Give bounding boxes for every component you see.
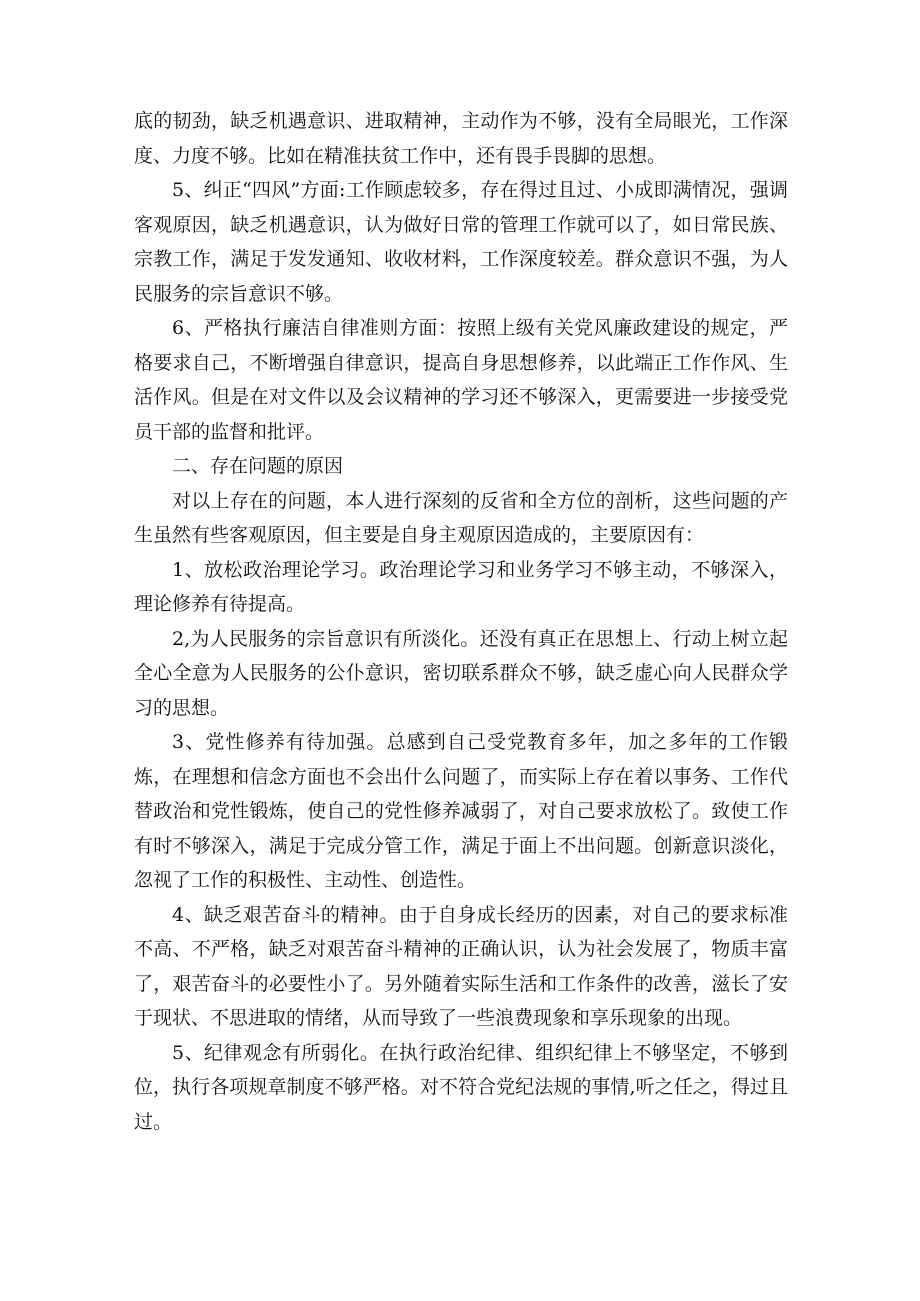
paragraph-cause-1: 1、放松政治理论学习。政治理论学习和业务学习不够主动，不够深入，理论修养有待提高。: [134, 558, 788, 615]
paragraph-cause-3: 3、党性修养有待加强。总感到自己受党教育多年，加之多年的工作锻炼，在理想和信念方面也不会出什么问题了，而实际上存在着以事务、工作代替政治和党性锻炼，使自己的党性修养减弱了，对自己要求放松了。致使工作有时不够深入，满足于完成分管工作，满足于面上不出问题。创新意识淡化，忽视了工作的积极性、主动性、创造性。: [134, 731, 788, 891]
paragraph-four-winds: 5、纠正“四风”方面:工作顾虑较多，存在得过且过、小成即满情况，强调客观原因，缺乏机遇意识，认为做好日常的管理工作就可以了，如日常民族、宗教工作，满足于发发通知、收收材料，工作深度较差。群众意识不强，为人民服务的宗旨意识不够。: [134, 179, 788, 305]
document-body: [134, 104, 788, 1139]
paragraph-continued: 底的韧劲，缺乏机遇意识、进取精神，主动作为不够，没有全局眼光，工作深度、力度不够。比如在精准扶贫工作中，还有畏手畏脚的思想。: [134, 110, 788, 167]
paragraph-cause-2: 2,为人民服务的宗旨意识有所淡化。还没有真正在思想上、行动上树立起全心全意为人民服务的公仆意识，密切联系群众不够，缺乏虚心向人民群众学习的思想。: [134, 627, 788, 719]
section-heading-causes: 二、存在问题的原因: [172, 455, 344, 477]
paragraph-cause-5: 5、纪律观念有所弱化。在执行政治纪律、组织纪律上不够坚定，不够到位，执行各项规章制度不够严格。对不符合党纪法规的事情,听之任之，得过且过。: [134, 1041, 788, 1133]
paragraph-causes-intro: 对以上存在的问题，本人进行深刻的反省和全方位的剖析，这些问题的产生虽然有些客观原因，但主要是自身主观原因造成的，主要原因有：: [134, 489, 788, 546]
paragraph-integrity: 6、严格执行廉洁自律准则方面：按照上级有关党风廉政建设的规定，严格要求自己，不断增强自律意识，提高自身思想修养，以此端正工作作风、生活作风。但是在对文件以及会议精神的学习还不够深入，更需要进一步接受党员干部的监督和批评。: [134, 317, 788, 443]
paragraph-cause-4: 4、缺乏艰苦奋斗的精神。由于自身成长经历的因素，对自己的要求标准不高、不严格，缺乏对艰苦奋斗精神的正确认识，认为社会发展了，物质丰富了，艰苦奋斗的必要性小了。另外随着实际生活和工作条件的改善，滋长了安于现状、不思进取的情绪，从而导致了一些浪费现象和享乐现象的出现。: [134, 903, 788, 1029]
